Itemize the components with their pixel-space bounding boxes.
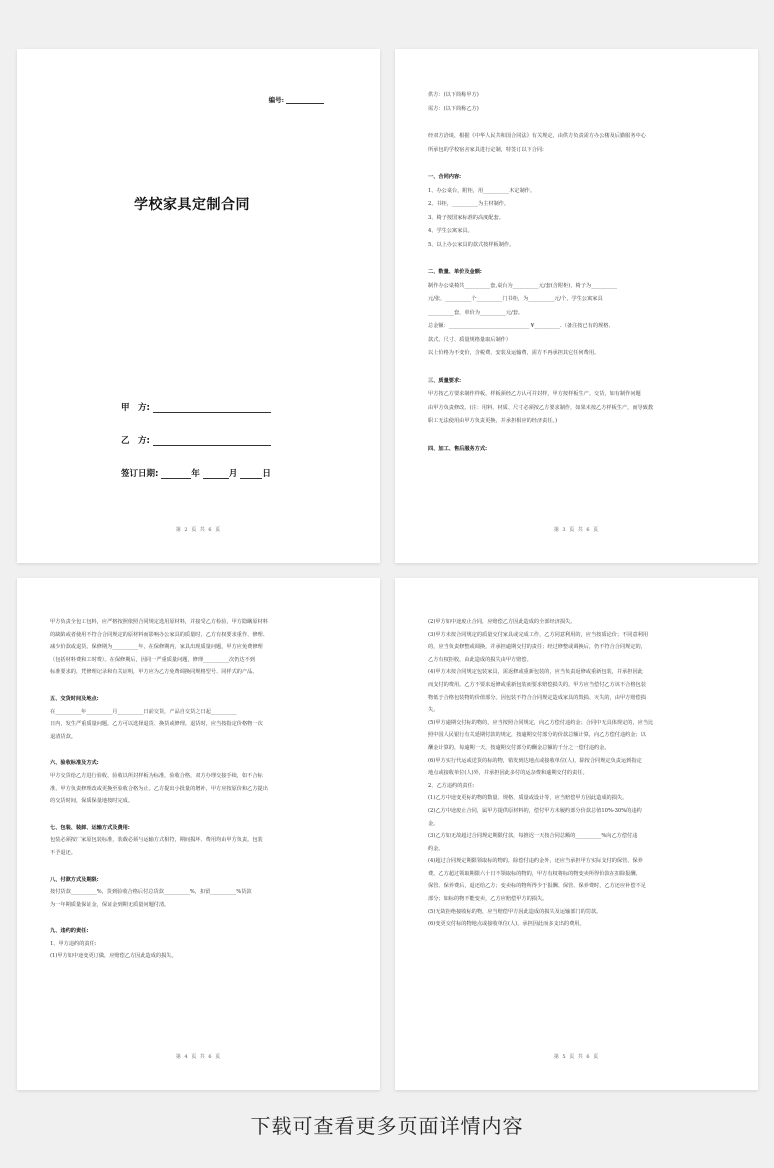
text-line: 准，甲方负责修理改或更换至验收合格为止。乙方提出小批量的增补，甲方应按原价和乙方提出 xyxy=(50,785,268,792)
month-blank xyxy=(203,469,229,479)
text-line: (5)无故拒绝接收标的物，应当赔偿甲方因此造成的损失及运输部门的罚款。 xyxy=(428,908,602,915)
paragraph-gap xyxy=(50,911,360,925)
text-line: 失。 xyxy=(428,707,439,714)
section-heading: 一、合同内容: xyxy=(428,174,462,180)
text-line: （包括材料费和工时费）。在保修期后，因同一严重质量问题，修理__________次仍达不到 xyxy=(50,656,255,663)
text-line: (1)甲方如中途变更订做，应赔偿乙方因此造成的损失。 xyxy=(50,953,177,960)
text-line: 以上价格为不变价，含税费、安装及运输费，需方不再承担其它任何费用。 xyxy=(428,350,600,356)
text-line: 制作办公桌椅共__________套,桌台为__________元/套(含附柜)，椅子为__________ xyxy=(428,282,618,289)
text-line: 酬金计算的，每逾期一天，按逾期交付部分的酬金总额的千分之一偿付违约金。 xyxy=(428,744,610,751)
text-line: __________套，单价为__________元/套。 xyxy=(428,309,524,316)
text-line: 金。 xyxy=(428,820,439,827)
paragraph-gap xyxy=(428,116,738,130)
contract-title: 学校家具定制合同 xyxy=(134,197,250,213)
year-blank xyxy=(161,469,191,479)
text-line: 甲方负责全包工包料，应严格按照依照合同规定选用原材料，并接受乙方检验，甲方隐瞒原材料 xyxy=(50,619,268,625)
text-line: 4、学生公寓家具。 xyxy=(428,228,473,234)
paragraph-gap xyxy=(50,860,360,874)
text-line: 2、乙方违约的责任: xyxy=(428,782,475,789)
text-line: 由甲方负责修改。(注：用料、材质、尺寸必须按乙方要求制作，如果未按乙方样板生产，而导致教 xyxy=(428,404,654,411)
text-line: 日内，发生严重质量问题，乙方可以选择退货、换货或修理。退货时，应当按指定价格物一次 xyxy=(50,721,263,728)
text-line: (6)甲方实行代运或送货的标的物，错发到达地点或接收单位(人)，除按合同规定负责运到指定 xyxy=(428,757,642,764)
text-line: 经双方洽谈，根据《中华人民共和国合同法》有关规定，由供方负责需方办公楼及后勤服务中心 xyxy=(428,133,646,139)
text-line: 照中国人民银行有关延期付款的规定，按逾期交付部分的价款总额计算，向乙方偿付违约金；以 xyxy=(428,732,646,739)
text-line: 包装必须按厂家原包装标准，装载必须与运输方式相符，期间损坏、费用均由甲方负责。包装 xyxy=(50,837,263,844)
text-line: 而支付的费用。乙方不要求返修或重新包装而要求赔偿损失的，甲方应当偿付乙方该不合格包装 xyxy=(428,681,646,688)
text-line: (3)乙方如无故超过合同规定期限付款，每推迟一天按合同总额的__________%向乙方偿付违 xyxy=(428,833,638,840)
party-a-row xyxy=(121,401,271,413)
text-line: (1)乙方中途变更标的物的数量、规格、质量或设计等，应当赔偿甲方因此造成的损失。 xyxy=(428,795,628,802)
paragraph-gap xyxy=(428,429,738,443)
text-line: (3)甲方未按合同规定的质量交付家具或完成工作，乙方同意利用的，应当按质论价；不同意利用 xyxy=(428,631,649,638)
section-heading: 五、交货时间及地点: xyxy=(50,695,99,702)
text-line: (2)乙方中途废止合同，属甲方提供原材料的，偿付甲方未履约部分价款总值10%-30%的违约 xyxy=(428,807,642,814)
text-line: 为一年期质量保证金，保证金到期无质量问题付清。 xyxy=(50,901,170,908)
party-b-row xyxy=(121,434,271,446)
text-line: 的交货时间，保质保量地按时完成。 xyxy=(50,798,134,805)
party-b-blank xyxy=(153,436,271,446)
page-footer: 第 2 页 共 6 页 xyxy=(175,527,222,533)
text-line: 标准要求的，凭修理记录和有关证明，甲方应为乙方免费调换同规格型号、同样式的产品。 xyxy=(50,669,258,676)
day-blank xyxy=(240,469,262,479)
text-line: 约金。 xyxy=(428,845,444,852)
contract-page-4 xyxy=(17,578,380,1090)
text-line: 3、椅子按国家标准的高度配套。 xyxy=(428,214,504,221)
contract-number-blank xyxy=(286,97,324,104)
download-caption: 下载可查看更多页面详情内容 xyxy=(250,1114,524,1138)
contract-number-label: 编号: xyxy=(268,96,284,104)
page-footer: 第 4 页 共 6 页 xyxy=(175,1054,222,1060)
section-heading: 二、数量、单价及金额: xyxy=(428,269,482,275)
month-label: 月 xyxy=(228,469,238,479)
text-line: 5、以上办公家具的款式按样板制作。 xyxy=(428,241,515,248)
text-line: (4)超过合同规定期限领取标的物的，除偿付违约金外，还应当承担甲方实际支付的保管、保养 xyxy=(428,858,643,865)
text-line: 乙方有权拒收，由此造成的损失由甲方赔偿。 xyxy=(428,656,532,663)
text-line: 所承包的学校宿舍家具进行定制，特签订以下合同: xyxy=(428,146,544,153)
text-line: 不予退还。 xyxy=(50,849,76,856)
text-line: 物低于合格包装物的价值部分。因包装不符合合同规定造成家具的毁损、灭失的，由甲方赔偿损 xyxy=(428,694,646,701)
section-heading: 四、加工、售后服务方式: xyxy=(428,445,487,452)
text-line: 需方：(以下简称乙方) xyxy=(428,105,479,112)
year-label: 年 xyxy=(191,469,200,479)
text-line: 供方：(以下简称甲方) xyxy=(428,92,479,98)
text-line: 元/张，__________个__________门书柜，为__________元/个，学生公寓家具 xyxy=(428,296,603,302)
day-label: 日 xyxy=(262,469,271,479)
text-line: 部分；如标的物不能变卖，乙方应赔偿甲方的损失。 xyxy=(428,896,548,903)
sign-date-row xyxy=(121,467,271,479)
section-heading: 三、质量要求: xyxy=(428,377,462,384)
paragraph-gap xyxy=(50,743,360,757)
page-body xyxy=(428,89,738,456)
section-heading: 七、包装、装卸、运输方式及费用: xyxy=(50,824,130,831)
section-heading: 八、付款方式及期限: xyxy=(50,876,99,883)
page-body xyxy=(428,616,738,931)
text-line: 1、甲方违约的责任: xyxy=(50,940,97,947)
party-b-label: 乙 方: xyxy=(121,436,150,446)
section-heading: 九、违约的责任: xyxy=(50,928,89,935)
text-line: 的缺陷或者使用不符合合同规定的原材料而影响办公家具的质量时，乙方有权要求重作、修理、 xyxy=(50,631,268,638)
text-line: 在__________年__________月__________日前交货，产品自交货之日起__________ xyxy=(50,708,237,715)
text-line: (5)甲方逾期交付标的物的，应当按照合同规定，向乙方偿付违约金；合同中无具体规定的，应当比 xyxy=(428,719,654,726)
page-footer: 第 3 页 共 6 页 xyxy=(553,527,600,533)
contract-page-3 xyxy=(395,49,758,563)
text-line: 的，应当负责修整或调换，并承担逾期交付的责任；经过修整或调换后，仍不符合合同规定的， xyxy=(428,644,646,651)
sign-date-label: 签订日期: xyxy=(121,469,159,479)
text-line: 地点或接收单位(人)外，并承担因此多付的运杂费和逾期交付的责任。 xyxy=(428,770,588,777)
contract-number xyxy=(269,95,324,104)
text-line: 职工无法使用由甲方负责更换，并承担相应的经济责任。) xyxy=(428,418,558,424)
text-line: 甲方交货给乙方进行验收，验收以所封样板为标准，验收合格，双方办理交接手续，如不合标 xyxy=(50,772,263,779)
paragraph-gap xyxy=(428,361,738,375)
text-line: (4)甲方未按合同规定包装家具，需返修或重新包装的，应当负责返修或重新包装，并承担因此 xyxy=(428,669,643,676)
text-line: 甲方按乙方要求制作样板，样板须经乙方认可并封样，甲方按样板生产。交货，如有制作问题 xyxy=(428,391,641,397)
text-line: 退清货款。 xyxy=(50,733,76,740)
text-line: 按付货款__________%，货到验收合格后付总货款__________%，扣留__________%货款 xyxy=(50,889,252,896)
text-line: 2、书柜，__________为主材制作。 xyxy=(428,201,510,207)
paragraph-gap xyxy=(50,679,360,693)
text-line: 款式、尺寸、质量规格量取后制作） xyxy=(428,336,512,343)
party-a-blank xyxy=(153,403,271,413)
paragraph-gap xyxy=(428,157,738,171)
page-body xyxy=(50,616,360,963)
page-footer: 第 5 页 共 6 页 xyxy=(553,1054,600,1060)
party-a-label: 甲 方: xyxy=(121,403,150,413)
text-line: (6)变更交付标的物地点或接收单位(人)，承担因此而多支出的费用。 xyxy=(428,921,585,928)
section-heading: 六、验收标准及方式: xyxy=(50,760,99,767)
text-line: 1、办公桌台，附柜，用__________木定制作。 xyxy=(428,187,536,194)
text-line: 保管、保养费后，退还给乙方；变卖标的物所得少于报酬、保管、保养费时，乙方还应补偿不足 xyxy=(428,883,646,890)
text-line: 减少价款或退货。保修期为__________年，在保修期内，家具出现质量问题，甲方应免费修理 xyxy=(50,644,263,651)
paragraph-gap xyxy=(50,808,360,822)
text-line: (2)甲方如中途废止合同，应赔偿乙方因此造成的全部经济损失。 xyxy=(428,619,576,625)
text-line: 总金额：_______________________________ ¥__________.（备注按已有的规格、 xyxy=(428,323,614,329)
text-line: 费。乙方超过领取期限六十日不领取标的物的，甲方有权将标的物变卖所得价款在扣除报酬、 xyxy=(428,870,641,877)
contract-page-5 xyxy=(395,578,758,1090)
paragraph-gap xyxy=(428,252,738,266)
cover-page xyxy=(17,49,380,563)
